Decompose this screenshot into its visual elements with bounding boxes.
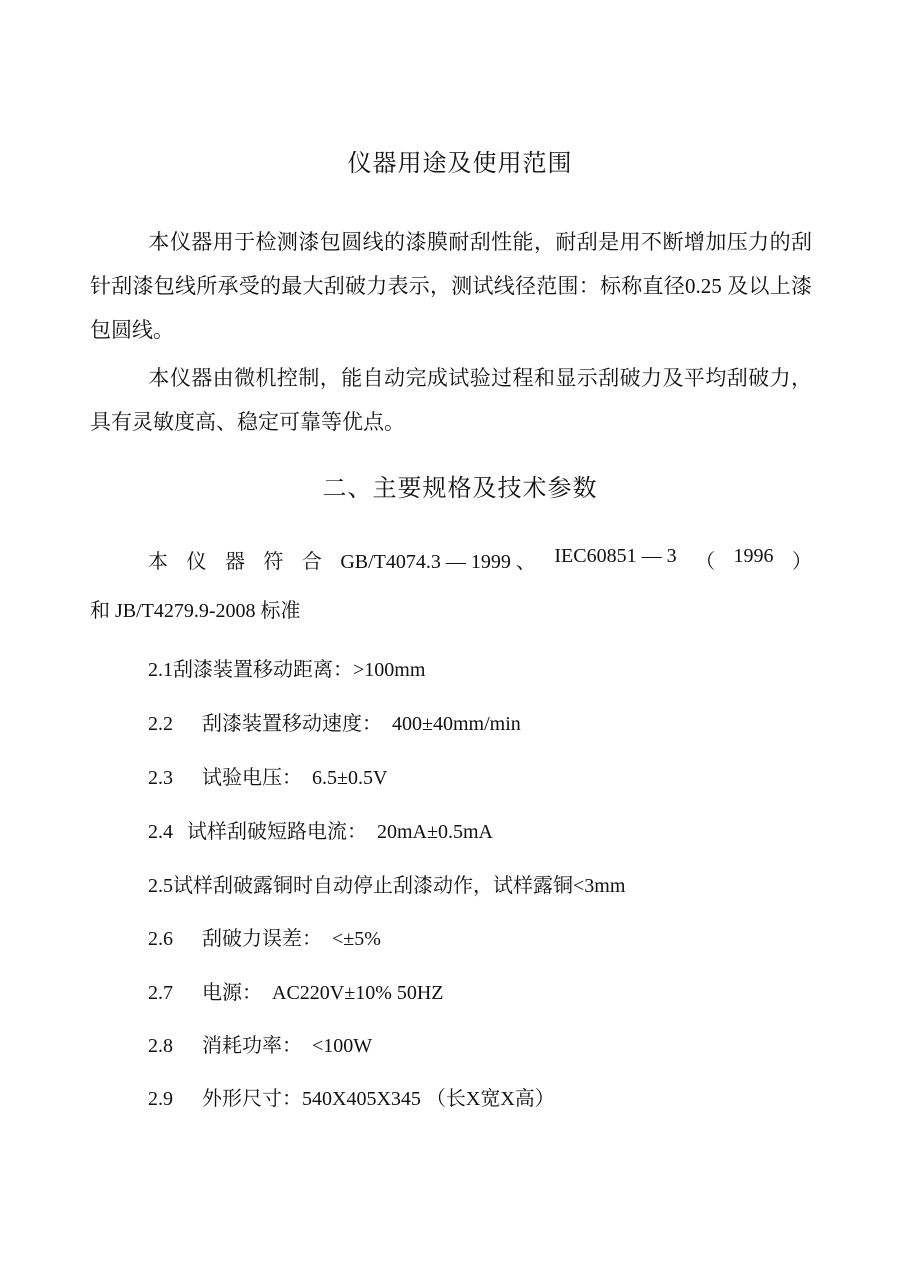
spec-text: 刮漆装置移动速度： 400±40mm/min (202, 713, 521, 735)
spec-item (148, 653, 425, 682)
spec-number: 2.7 (148, 982, 173, 1004)
spec-number: 2.2 (148, 713, 173, 735)
spec-text: 试样刮破露铜时自动停止刮漆动作，试样露铜<3mm (173, 875, 626, 897)
standard-statement-line1 (148, 545, 812, 574)
spec-number: 2.3 (148, 767, 173, 789)
standard-statement-line2: 和 JB/T4279.9-2008 标准 (90, 600, 301, 622)
spec-text: 刮破力误差： <±5% (202, 928, 381, 950)
paragraph-purpose-text: 本仪器用于检测漆包圆线的漆膜耐刮性能，耐刮是用不断增加压力的刮针刮漆包线所承受的最大刮破力表示，测试线径范围：标称直径0.25 及以上漆包圆线。 (90, 230, 812, 342)
section-title-specs: 二、主要规格及技术参数 (322, 474, 598, 502)
spec-item (148, 922, 381, 951)
spec-number: 2.6 (148, 928, 173, 950)
standard-word: （ (695, 551, 716, 573)
spec-number: 2.8 (148, 1035, 173, 1057)
paragraph-control-text: 本仪器由微机控制，能自动完成试验过程和显示刮破力及平均刮破力，具有灵敏度高、稳定可靠等优点。 (90, 366, 812, 434)
spec-item (148, 869, 625, 898)
spec-number: 2.4 (148, 821, 173, 843)
standard-code: IEC60851 — 3 (554, 545, 677, 567)
paragraph-control (90, 356, 812, 444)
standard-word: 合 (301, 551, 322, 573)
spec-item (148, 707, 521, 736)
spec-text: 消耗功率： <100W (202, 1035, 373, 1057)
spec-item (148, 761, 387, 790)
standard-word: 符 (263, 551, 284, 573)
spec-item (148, 976, 444, 1005)
section-title-purpose: 仪器用途及使用范围 (347, 149, 573, 177)
spec-number: 2.5 (148, 875, 173, 897)
paragraph-purpose (90, 220, 812, 352)
spec-number: 2.1 (148, 659, 173, 681)
spec-item (148, 1082, 555, 1111)
spec-text: 试验电压： 6.5±0.5V (202, 767, 388, 789)
standard-word: ） (792, 551, 812, 573)
standard-code: GB/T4074.3 — 1999 、 (340, 551, 536, 573)
standard-year: 1996 (733, 545, 774, 567)
standard-word: 仪 (186, 551, 207, 573)
spec-number: 2.9 (148, 1088, 173, 1110)
spec-item (148, 1029, 372, 1058)
standard-word: 本 (148, 551, 168, 573)
spec-item (148, 815, 493, 844)
spec-text: 刮漆装置移动距离：>100mm (173, 659, 426, 681)
spec-text: 电源： AC220V±10% 50HZ (202, 982, 444, 1004)
spec-text: 试样刮破短路电流： 20mA±0.5mA (187, 821, 493, 843)
standard-word: 器 (224, 551, 245, 573)
spec-text: 外形尺寸：540X405X345 （长X宽X高） (202, 1088, 555, 1110)
